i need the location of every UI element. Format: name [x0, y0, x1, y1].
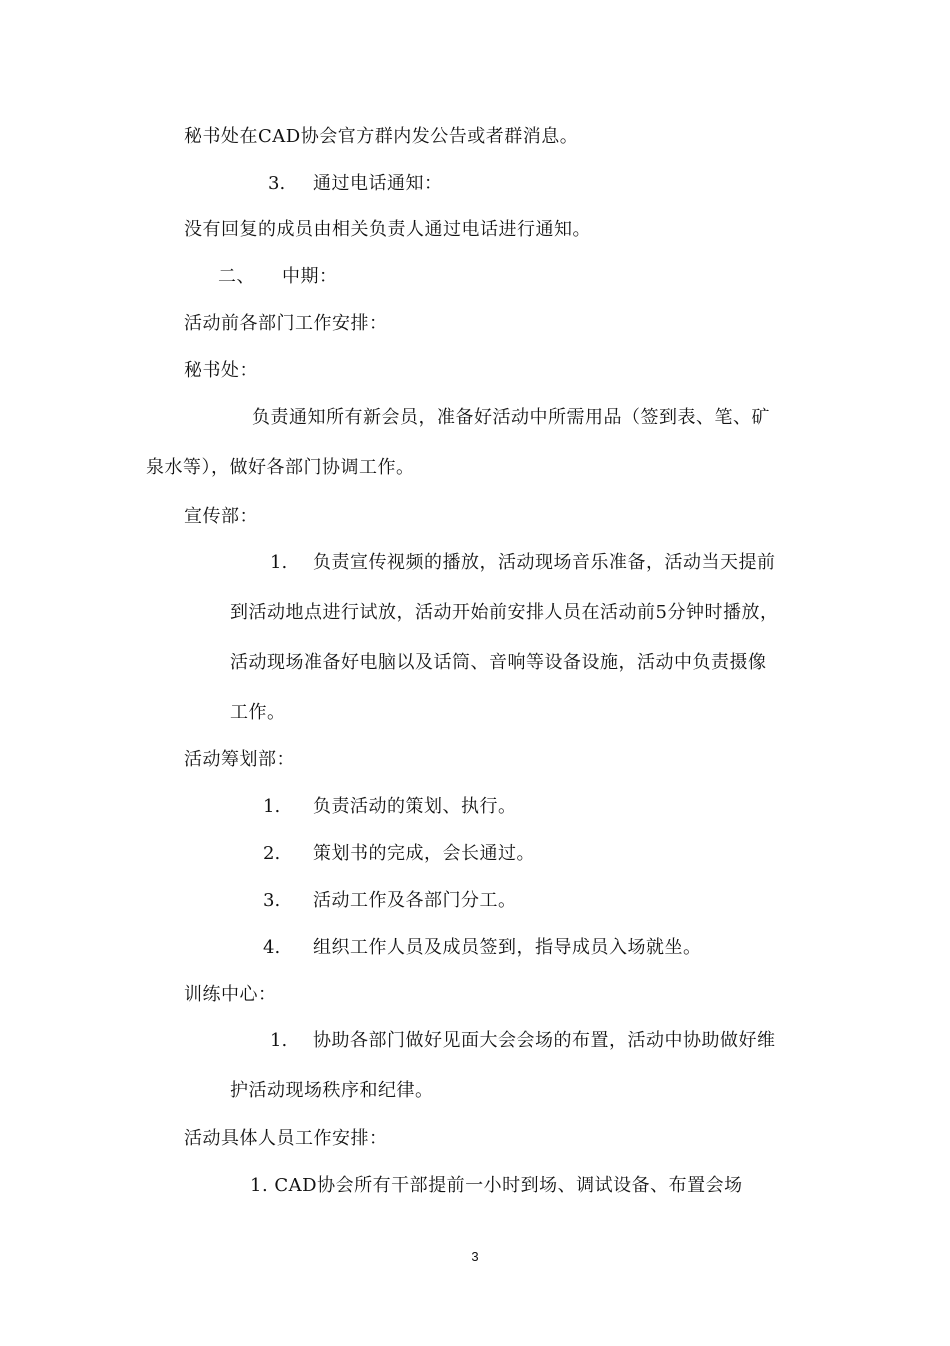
paragraph-line: 负责通知所有新会员，准备好活动中所需用品（签到表、笔、矿 [252, 407, 770, 428]
list-item-text: 工作。 [230, 702, 286, 723]
list-item-text: 到活动地点进行试放，活动开始前安排人员在活动前5分钟时播放， [230, 602, 779, 623]
department-heading: 训练中心： [184, 984, 277, 1005]
list-item-text: 协助各部门做好见面大会会场的布置，活动中协助做好维 [313, 1030, 776, 1051]
list-number: 1. [270, 1030, 288, 1051]
section-number: 二、 [218, 266, 255, 287]
list-number: 4. [263, 937, 281, 958]
paragraph: 秘书处在CAD协会官方群内发公告或者群消息。 [184, 126, 579, 147]
list-item-text: 组织工作人员及成员签到，指导成员入场就坐。 [313, 937, 702, 958]
page-number: 3 [471, 1249, 479, 1264]
list-number: 3. [268, 173, 286, 194]
list-item-text: 活动现场准备好电脑以及话筒、音响等设备设施，活动中负责摄像 [230, 652, 767, 673]
department-heading: 活动筹划部： [184, 749, 295, 770]
section-heading: 中期： [282, 266, 338, 287]
department-heading: 秘书处： [184, 360, 258, 381]
list-number: 1. [270, 552, 288, 573]
list-item-text: 1. CAD协会所有干部提前一小时到场、调试设备、布置会场 [250, 1175, 743, 1196]
list-item-text: 策划书的完成，会长通过。 [313, 843, 535, 864]
list-item-text: 护活动现场秩序和纪律。 [230, 1080, 434, 1101]
paragraph-line: 泉水等），做好各部门协调工作。 [146, 457, 415, 478]
list-number: 2. [263, 843, 281, 864]
list-item-text: 负责宣传视频的播放，活动现场音乐准备，活动当天提前 [313, 552, 776, 573]
list-number: 1. [263, 796, 281, 817]
paragraph: 没有回复的成员由相关负责人通过电话进行通知。 [184, 219, 591, 240]
list-item-text: 负责活动的策划、执行。 [313, 796, 517, 817]
subheading: 活动前各部门工作安排： [184, 313, 388, 334]
list-item-text: 活动工作及各部门分工。 [313, 890, 517, 911]
list-item-text: 通过电话通知： [313, 173, 443, 194]
subheading: 活动具体人员工作安排： [184, 1128, 388, 1149]
list-number: 3. [263, 890, 281, 911]
department-heading: 宣传部： [184, 506, 258, 527]
